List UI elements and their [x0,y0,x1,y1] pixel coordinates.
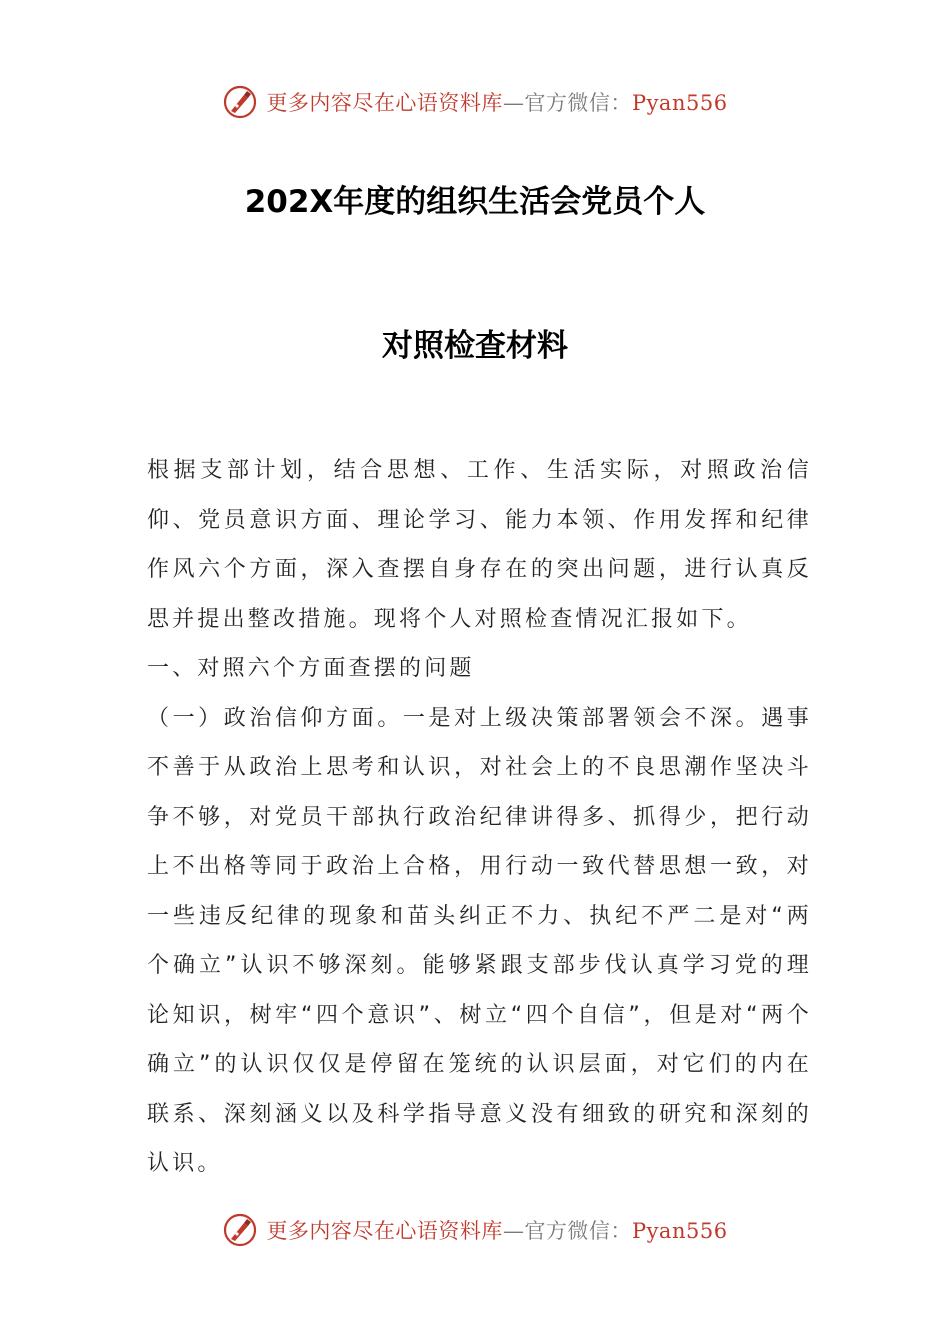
footer-watermark-banner [0,1210,950,1250]
banner-text [266,1215,727,1245]
document-body [147,446,812,1189]
banner-tail-text: 官方微信： [524,1219,632,1243]
document-title-line-2: 对照检查材料 [382,328,568,364]
body-paragraph-political-belief: （一）政治信仰方面。一是对上级决策部署领会不深。遇事不善于从政治上思考和认识，对社会上的不良思潮作坚决斗争不够，对党员干部执行政治纪律讲得多、抓得少，把行动上不出格等同于政治上合格，用行动一致代替思想一致，对一些违反纪律的现象和苗头纠正不力、执纪不严二是对“两个确立”认识不够深刻。能够紧跟支部步伐认真学习党的理论知识，树牢“四个意识”、树立“四个自信”，但是对“两个确立”的认识仅仅是停留在笼统的认识层面，对它们的内在联系、深刻涵义以及科学指导意义没有细致的研究和深刻的认识。 [147,705,812,1176]
document-title-line-1: 202X年度的组织生活会党员个人 [244,184,706,220]
banner-main-text: 更多内容尽在心语资料库 [266,91,503,115]
pen-nib-logo-icon [222,84,258,120]
banner-main-text: 更多内容尽在心语资料库 [266,1219,503,1243]
header-watermark-banner [0,82,950,122]
banner-text [266,87,727,117]
banner-tail-text: 官方微信： [524,91,632,115]
banner-wechat-id: Pyan556 [631,1219,728,1243]
section-heading: 一、对照六个方面查摆的问题 [147,656,475,681]
banner-dash: — [502,91,525,115]
banner-wechat-id: Pyan556 [631,91,728,115]
pen-nib-logo-icon [222,1212,258,1248]
banner-dash: — [502,1219,525,1243]
body-paragraph-intro: 根据支部计划，结合思想、工作、生活实际，对照政治信仰、党员意识方面、理论学习、能力本领、作用发挥和纪律作风六个方面，深入查摆自身存在的突出问题，进行认真反思并提出整改措施。现将个人对照检查情况汇报如下。 [147,458,812,632]
